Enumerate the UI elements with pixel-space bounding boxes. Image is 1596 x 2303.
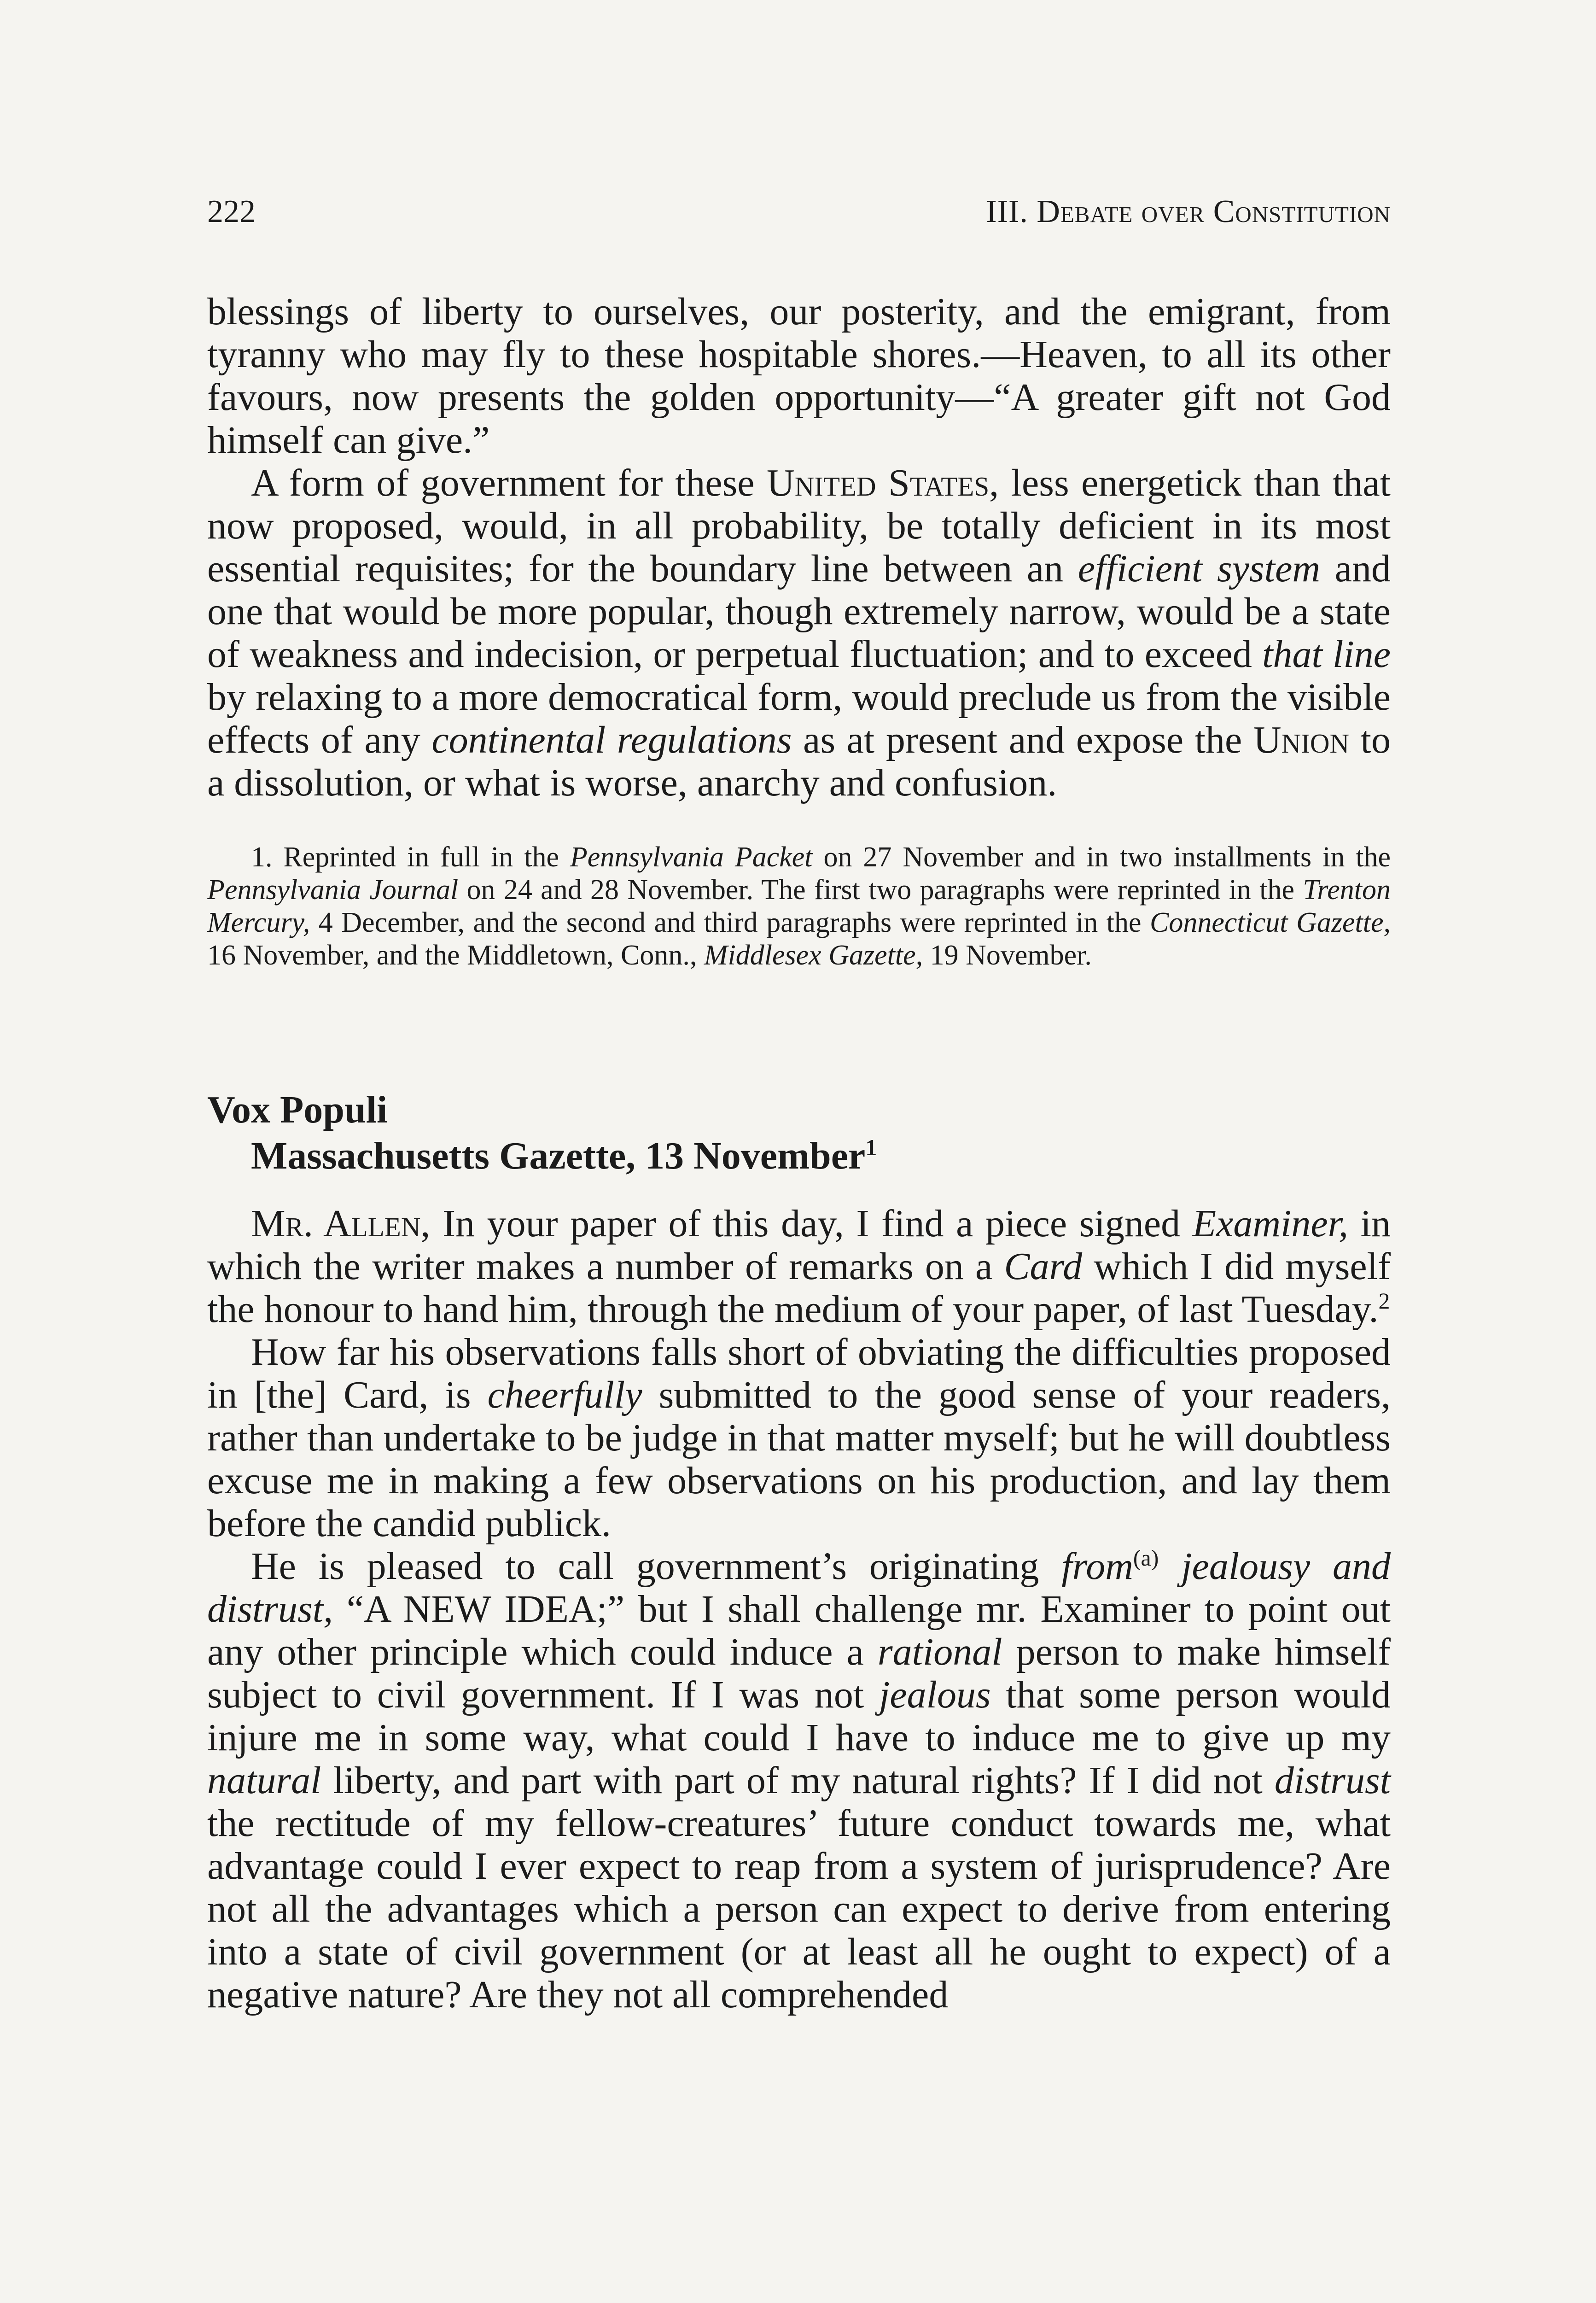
that-line-term: that line [1262, 633, 1391, 676]
text-run: by relaxing to a more democratical form, would preclude us from the visible effects of any [207, 676, 1391, 761]
pennsylvania-packet-title: Pennsylvania Packet [570, 842, 813, 873]
middlesex-gazette-title: Middlesex Gazette, [704, 940, 923, 971]
text-run: person to make himself subject to civil government. If I was not [207, 1631, 1391, 1716]
salutation: Mr. Allen, [251, 1202, 431, 1245]
text-run: which I did myself the honour to hand him, through the medium of your paper, of last Tuesday. [207, 1245, 1391, 1331]
continental-regulations-term: continental regulations [431, 719, 792, 761]
text-run: 1. Reprinted in full in the [251, 842, 570, 873]
text-run: 4 December, and the second and third paragraphs were reprinted in the [310, 907, 1150, 938]
letter-paragraph-1 [207, 1202, 1391, 1331]
text-run: on 24 and 28 November. The first two paragraphs were reprinted in the [458, 874, 1303, 906]
text-run: 19 November. [923, 940, 1092, 971]
footnote [207, 841, 1391, 972]
letter-paragraph-2 [207, 1331, 1391, 1545]
jealousy-term: jealousy and distrust, [207, 1545, 1391, 1631]
text-run: on 27 November and in two installments in the [812, 842, 1391, 873]
pennsylvania-journal-title: Pennsylvania Journal [207, 874, 459, 906]
text-run: submitted to the good sense of your readers, rather than undertake to be judge in that matter myself; but he will doubtless excuse me in making a few observations on his production, and lay them before the candid publick. [207, 1374, 1391, 1545]
text-run: “A NEW IDEA;” but I shall challenge mr. Examiner to point out any other principle which could induce a [207, 1588, 1391, 1673]
distrust-term: distrust [1274, 1759, 1391, 1802]
section-title: Vox Populi [207, 1088, 388, 1131]
text-run: He is pleased to call government’s originating [251, 1545, 1062, 1588]
cheerfully-term: cheerfully [487, 1374, 642, 1416]
text-run: the rectitude of my fellow-creatures’ future conduct towards me, what advantage could I ever expect to reap from a system of jurisprudence? Are not all the advantages which a person can expect to derive from entering into a state of civil government (or at least all he ought to expect) of a negative nature? Are they not all comprehended [207, 1802, 1391, 2016]
trenton-mercury-title: Trenton Mercury, [207, 874, 1391, 938]
text-run: , less energetick than that now proposed, would, in all probability, be totally deficient in its most essential requisites; for the boundary line between an [207, 462, 1391, 590]
text-run: that some person would injure me in some way, what could I have to induce me to give up my [207, 1673, 1391, 1759]
note-marker: (a) [1133, 1545, 1159, 1571]
text-run: as at present and expose the [792, 719, 1253, 761]
paragraph-continued: blessings of liberty to ourselves, our posterity, and the emigrant, from tyranny who may fly to these hospitable shores.—Heaven, to all its other favours, now presents the golden opportunity—“A greater gift not God himself can give.” [207, 290, 1391, 462]
text-run: and one that would be more popular, though extremely narrow, would be a state of weakness and indecision, or perpetual fluctuation; and to exceed [207, 547, 1391, 676]
footnote-marker: 2 [1378, 1288, 1390, 1314]
page-header [207, 193, 1391, 235]
footnote-marker: 1 [865, 1134, 877, 1160]
examiner-term: Examiner, [1192, 1202, 1349, 1245]
section-subtitle-text: Massachusetts Gazette, 13 November [251, 1134, 866, 1177]
text-run: liberty, and part with part of my natural rights? If I did not [321, 1759, 1275, 1802]
text-run: In your paper of this day, I find a piece signed [430, 1202, 1193, 1245]
union-term: Union [1253, 719, 1350, 761]
letter-paragraph-3 [207, 1545, 1391, 2016]
connecticut-gazette-title: Connecticut Gazette, [1150, 907, 1391, 938]
text-run: How far his observations falls short of obviating the difficulties proposed in [the] Card, is [207, 1331, 1391, 1416]
from-term: from [1061, 1545, 1133, 1588]
paragraph-government-form [207, 462, 1391, 804]
jealous-term: jealous [879, 1673, 991, 1716]
text-run: A form of government for these [251, 462, 767, 504]
united-states-term: United States [767, 462, 990, 504]
running-title: III. Debate over Constitution [986, 194, 1391, 229]
document-page [207, 193, 1391, 2016]
natural-term: natural [207, 1759, 321, 1802]
text-run: in which the writer makes a number of remarks on a [207, 1202, 1391, 1288]
page-number: 222 [207, 194, 256, 229]
efficient-system-term: efficient system [1078, 547, 1321, 590]
text-run: 16 November, and the Middletown, Conn., [207, 940, 704, 971]
text-run: to a dissolution, or what is worse, anarchy and confusion. [207, 719, 1391, 804]
rational-term: rational [877, 1631, 1002, 1673]
card-term: Card [1004, 1245, 1083, 1288]
section-subtitle [207, 1133, 1391, 1179]
